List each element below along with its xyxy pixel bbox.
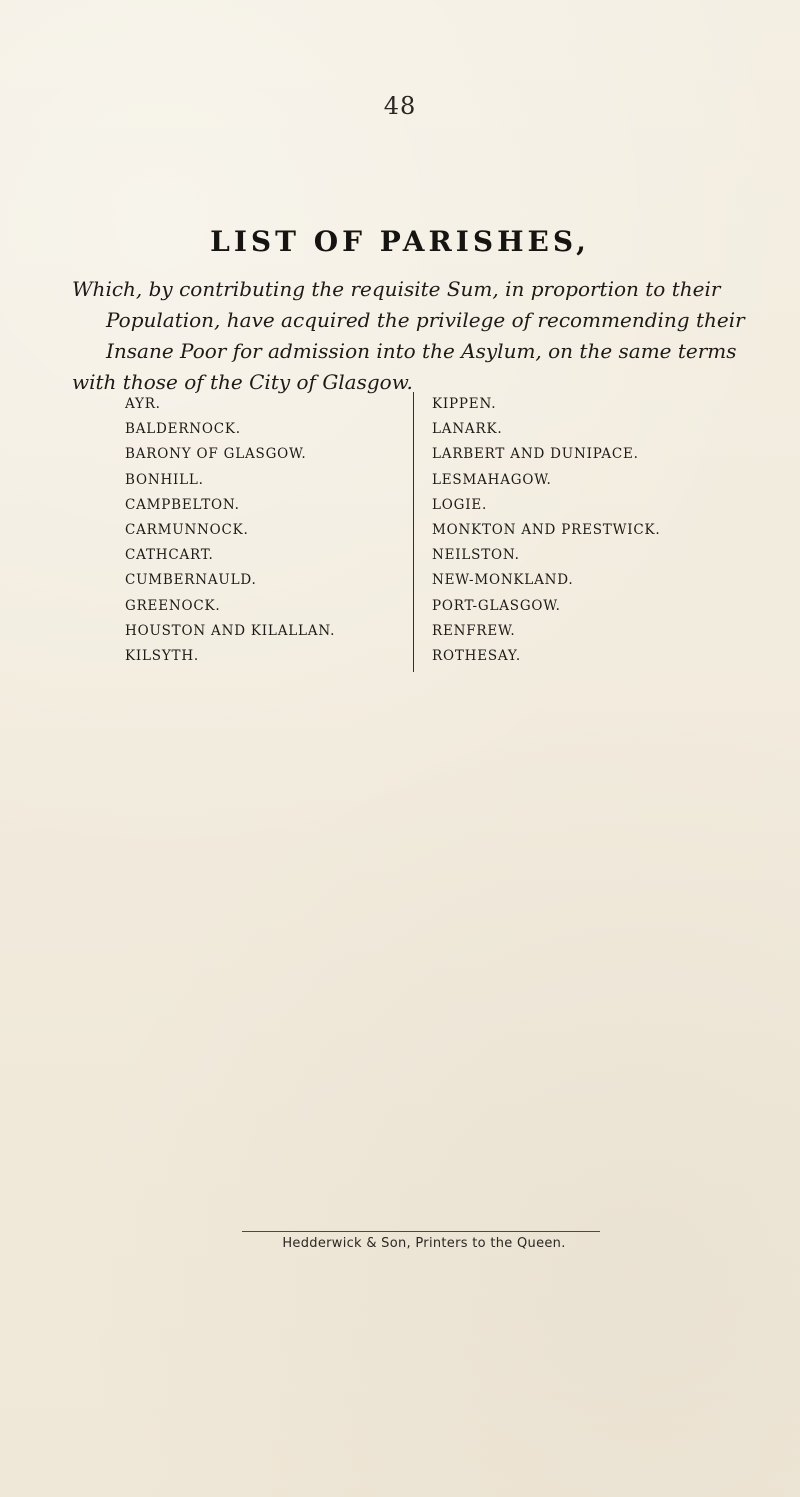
parish-item: CARMUNNOCK. bbox=[125, 522, 249, 539]
column-divider bbox=[413, 392, 414, 672]
parish-item: NEW-MONKLAND. bbox=[432, 572, 574, 589]
intro-paragraph bbox=[72, 274, 776, 398]
page-title: LIST OF PARISHES, bbox=[210, 225, 590, 258]
parish-item: BONHILL. bbox=[125, 471, 204, 488]
parish-item: ROTHESAY. bbox=[432, 648, 521, 665]
parish-item: CAMPBELTON. bbox=[125, 496, 240, 513]
parish-item: KIPPEN. bbox=[432, 396, 497, 412]
printer-imprint: Hedderwick & Son, Printers to the Queen. bbox=[282, 1236, 566, 1251]
parish-item: LOGIE. bbox=[432, 496, 488, 513]
parish-item: BALDERNOCK. bbox=[125, 421, 241, 438]
page-number: 48 bbox=[383, 92, 417, 120]
parish-item: PORT-GLASGOW. bbox=[432, 597, 561, 614]
parish-item: MONKTON AND PRESTWICK. bbox=[432, 522, 661, 539]
parish-item: BARONY OF GLASGOW. bbox=[125, 446, 307, 463]
parish-item: LESMAHAGOW. bbox=[432, 471, 552, 488]
parish-item: LANARK. bbox=[432, 421, 503, 438]
parish-item: KILSYTH. bbox=[125, 648, 200, 665]
intro-line: with those of the City of Glasgow. bbox=[72, 370, 413, 394]
parish-item: AYR. bbox=[125, 396, 161, 412]
parish-item: NEILSTON. bbox=[432, 547, 520, 564]
parish-item: CUMBERNAULD. bbox=[125, 572, 257, 589]
intro-line: Which, by contributing the requisite Sum, in proportion to their bbox=[72, 277, 721, 301]
intro-line: Population, have acquired the privilege of recommending their bbox=[106, 308, 745, 332]
parish-list-left bbox=[125, 392, 405, 669]
parish-item: RENFREW. bbox=[432, 622, 516, 639]
intro-line: Insane Poor for admission into the Asylum, on the same terms bbox=[106, 339, 737, 363]
parish-item: CATHCART. bbox=[125, 547, 214, 564]
parish-item: GREENOCK. bbox=[125, 597, 221, 614]
parish-item: HOUSTON AND KILALLAN. bbox=[125, 622, 336, 639]
printer-rule bbox=[242, 1231, 600, 1232]
parish-item: LARBERT AND DUNIPACE. bbox=[432, 446, 639, 463]
parish-list-right bbox=[432, 392, 752, 669]
